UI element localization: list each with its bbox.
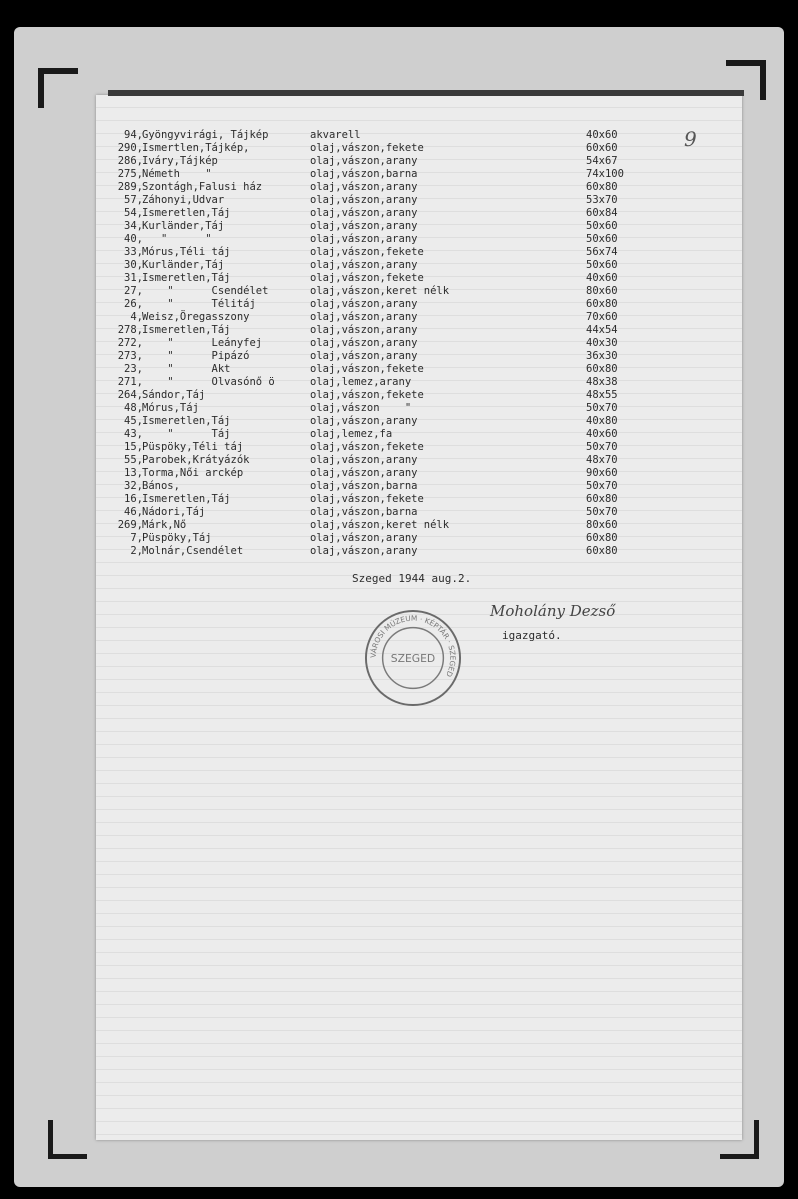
technique: olaj,vászon,arany xyxy=(310,194,418,206)
artist-title: " Olvasónő ö xyxy=(142,376,275,388)
dimensions: 50x60 xyxy=(586,259,618,271)
technique: olaj,vászon,fekete xyxy=(310,363,424,375)
dimensions: 70x60 xyxy=(586,311,618,323)
technique: olaj,vászon,arany xyxy=(310,233,418,245)
technique: olaj,vászon,keret nélk xyxy=(310,519,450,531)
technique: olaj,vászon,arany xyxy=(310,454,418,466)
technique: olaj,vászon,arany xyxy=(310,324,418,336)
artist-title: Mórus,Téli táj xyxy=(142,246,231,258)
artist-title: Iváry,Tájkép xyxy=(142,155,218,167)
item-number: 34, xyxy=(124,220,143,232)
item-number: 55, xyxy=(124,454,143,466)
dimensions: 60x80 xyxy=(586,545,618,557)
item-number: 57, xyxy=(124,194,143,206)
sheet-top-edge xyxy=(108,90,744,96)
artist-title: Záhonyi,Udvar xyxy=(142,194,225,206)
dimensions: 36x30 xyxy=(586,350,618,362)
item-number: 286, xyxy=(117,155,143,167)
dimensions: 40x60 xyxy=(586,129,618,141)
item-number: 289, xyxy=(117,181,143,193)
item-number: 54, xyxy=(124,207,143,219)
technique: olaj,lemez,arany xyxy=(310,376,412,388)
item-number: 290, xyxy=(117,142,143,154)
technique: olaj,vászon,arany xyxy=(310,298,418,310)
item-number: 45, xyxy=(124,415,143,427)
signatory-title: igazgató. xyxy=(502,629,562,642)
technique: olaj,vászon,fekete xyxy=(310,246,424,258)
item-number: 269, xyxy=(117,519,143,531)
dimensions: 60x80 xyxy=(586,298,618,310)
technique: olaj,vászon,arany xyxy=(310,220,418,232)
artist-title: Ismertlen,Tájkép, xyxy=(142,142,250,154)
dimensions: 53x70 xyxy=(586,194,618,206)
item-number: 7, xyxy=(130,532,143,544)
artist-title: Ismeretlen,Táj xyxy=(142,207,231,219)
item-number: 4, xyxy=(130,311,143,323)
dimensions: 80x60 xyxy=(586,519,618,531)
item-number: 94, xyxy=(124,129,143,141)
artist-title: " Csendélet xyxy=(142,285,269,297)
technique: olaj,vászon,barna xyxy=(310,168,418,180)
technique: olaj,vászon,barna xyxy=(310,506,418,518)
dimensions: 54x67 xyxy=(586,155,618,167)
handwritten-signature: Moholány Dezső xyxy=(490,602,616,620)
item-number: 31, xyxy=(124,272,143,284)
artist-title: Ismeretlen,Táj xyxy=(142,493,231,505)
item-number: 23, xyxy=(124,363,143,375)
corner-mark-bottom-left xyxy=(48,1120,87,1159)
dimensions: 80x60 xyxy=(586,285,618,297)
stamp-city-text: SZEGED xyxy=(390,651,436,665)
item-number: 264, xyxy=(117,389,143,401)
dimensions: 40x60 xyxy=(586,428,618,440)
artist-title: Kurländer,Táj xyxy=(142,259,225,271)
dimensions: 50x60 xyxy=(586,233,618,245)
technique: olaj,vászon,fekete xyxy=(310,142,424,154)
dimensions: 50x60 xyxy=(586,220,618,232)
item-number: 48, xyxy=(124,402,143,414)
item-number: 273, xyxy=(117,350,143,362)
artist-title: Ismeretlen,Táj xyxy=(142,324,231,336)
dimensions: 90x60 xyxy=(586,467,618,479)
dimensions: 60x60 xyxy=(586,142,618,154)
dimensions: 48x55 xyxy=(586,389,618,401)
artist-title: Mórus,Táj xyxy=(142,402,199,414)
artist-title: Kurländer,Táj xyxy=(142,220,225,232)
dimensions: 50x70 xyxy=(586,402,618,414)
artist-title: " Táj xyxy=(142,428,231,440)
technique: olaj,vászon,arany xyxy=(310,532,418,544)
item-number: 40, xyxy=(124,233,143,245)
technique: olaj,vászon,fekete xyxy=(310,389,424,401)
artist-title: Gyöngyvirági, Tájkép xyxy=(142,129,269,141)
artist-title: Németh " xyxy=(142,168,212,180)
technique: olaj,lemez,fa xyxy=(310,428,393,440)
technique: olaj,vászon,fekete xyxy=(310,493,424,505)
artist-title: Nádori,Táj xyxy=(142,506,206,518)
technique: olaj,vászon " xyxy=(310,402,412,414)
artist-title: Ismeretlen,Táj xyxy=(142,272,231,284)
technique: akvarell xyxy=(310,129,361,141)
artist-title: " " xyxy=(142,233,212,245)
item-number: 43, xyxy=(124,428,143,440)
artist-title: Püspöky,Táj xyxy=(142,532,212,544)
artist-title: Weisz,Öregasszony xyxy=(142,311,250,323)
technique: olaj,vászon,arany xyxy=(310,155,418,167)
dimensions: 40x30 xyxy=(586,337,618,349)
official-stamp xyxy=(364,609,462,707)
artist-title: Parobek,Krátyázók xyxy=(142,454,250,466)
item-number: 26, xyxy=(124,298,143,310)
artist-title: Bános, xyxy=(142,480,180,492)
dimensions: 60x80 xyxy=(586,181,618,193)
page-number: 9 xyxy=(684,127,697,151)
dimensions: 50x70 xyxy=(586,441,618,453)
technique: olaj,vászon,arany xyxy=(310,467,418,479)
dimensions: 40x60 xyxy=(586,272,618,284)
technique: olaj,vászon,fekete xyxy=(310,441,424,453)
dimensions: 50x70 xyxy=(586,480,618,492)
place-date: Szeged 1944 aug.2. xyxy=(352,572,472,585)
corner-mark-top-left xyxy=(38,68,78,108)
dimensions: 60x80 xyxy=(586,532,618,544)
technique: olaj,vászon,arany xyxy=(310,181,418,193)
artist-title: " Télitáj xyxy=(142,298,256,310)
dimensions: 56x74 xyxy=(586,246,618,258)
technique: olaj,vászon,keret nélk xyxy=(310,285,450,297)
item-number: 13, xyxy=(124,467,143,479)
artist-title: " Leányfej xyxy=(142,337,263,349)
artist-title: Sándor,Táj xyxy=(142,389,206,401)
technique: olaj,vászon,arany xyxy=(310,415,418,427)
dimensions: 50x70 xyxy=(586,506,618,518)
artist-title: Molnár,Csendélet xyxy=(142,545,244,557)
artist-title: " Pipázó xyxy=(142,350,250,362)
dimensions: 60x84 xyxy=(586,207,618,219)
technique: olaj,vászon,arany xyxy=(310,545,418,557)
artist-title: Márk,Nő xyxy=(142,519,187,531)
dimensions: 74x100 xyxy=(586,168,624,180)
artist-title: Szontágh,Falusi ház xyxy=(142,181,263,193)
technique: olaj,vászon,arany xyxy=(310,207,418,219)
technique: olaj,vászon,arany xyxy=(310,311,418,323)
technique: olaj,vászon,arany xyxy=(310,350,418,362)
dimensions: 44x54 xyxy=(586,324,618,336)
item-number: 16, xyxy=(124,493,143,505)
item-number: 2, xyxy=(130,545,143,557)
stamp-ring-text: VÁROSI MÚZEUM · KÉPTÁR · SZEGED xyxy=(368,613,458,679)
item-number: 27, xyxy=(124,285,143,297)
dimensions: 40x80 xyxy=(586,415,618,427)
dimensions: 60x80 xyxy=(586,363,618,375)
item-number: 46, xyxy=(124,506,143,518)
item-number: 271, xyxy=(117,376,143,388)
dimensions: 48x70 xyxy=(586,454,618,466)
item-number: 272, xyxy=(117,337,143,349)
artist-title: Ismeretlen,Táj xyxy=(142,415,231,427)
technique: olaj,vászon,fekete xyxy=(310,272,424,284)
dimensions: 48x38 xyxy=(586,376,618,388)
technique: olaj,vászon,barna xyxy=(310,480,418,492)
dimensions: 60x80 xyxy=(586,493,618,505)
artist-title: " Akt xyxy=(142,363,231,375)
item-number: 278, xyxy=(117,324,143,336)
item-number: 30, xyxy=(124,259,143,271)
item-number: 15, xyxy=(124,441,143,453)
artist-title: Torma,Női arckép xyxy=(142,467,244,479)
item-number: 33, xyxy=(124,246,143,258)
item-number: 32, xyxy=(124,480,143,492)
technique: olaj,vászon,arany xyxy=(310,337,418,349)
artist-title: Püspöky,Téli táj xyxy=(142,441,244,453)
item-number: 275, xyxy=(117,168,143,180)
technique: olaj,vászon,arany xyxy=(310,259,418,271)
